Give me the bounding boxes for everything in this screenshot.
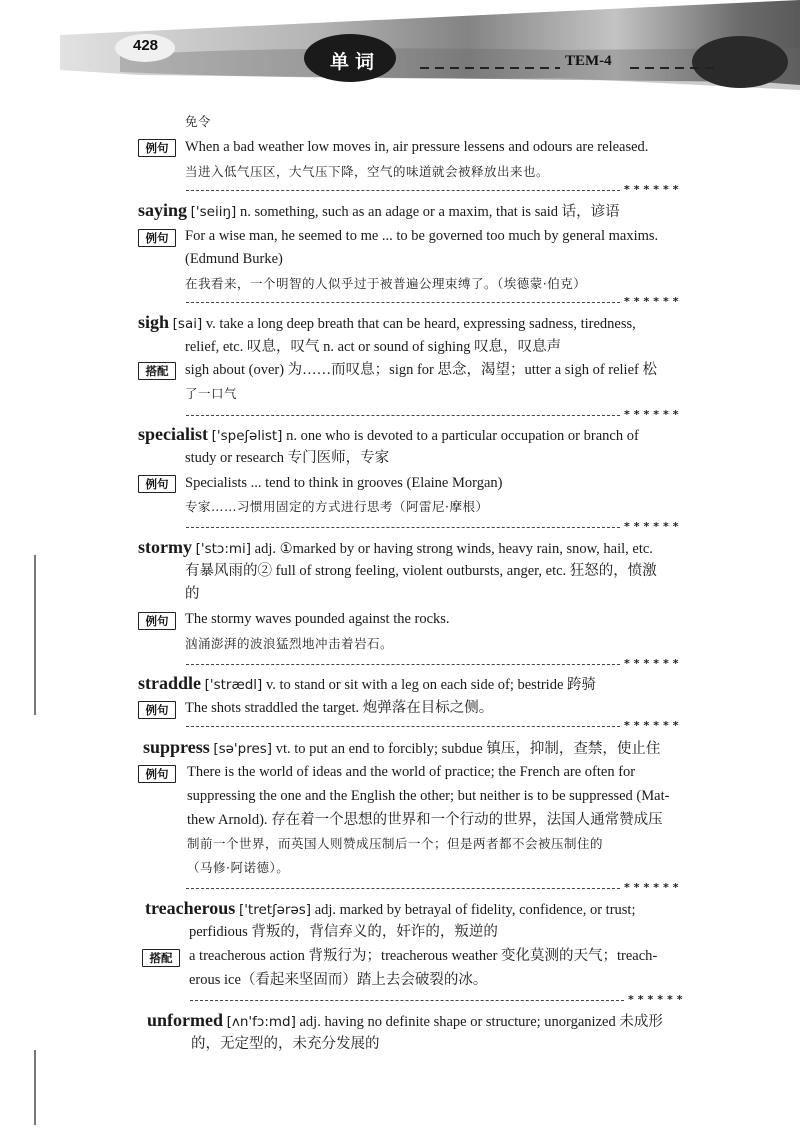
- headword: unformed: [147, 1010, 223, 1030]
- separator-stars: ******: [624, 520, 683, 533]
- entry-separator: [186, 190, 620, 191]
- collocation-text: a treacherous action 背叛行为；treacherous weather 变化莫测的天气；treach-: [189, 948, 658, 964]
- headword: stormy: [138, 537, 192, 557]
- phonetic: ['seiiŋ]: [190, 204, 237, 220]
- separator-stars: ******: [628, 993, 687, 1006]
- collocation-label: 搭配: [142, 949, 180, 967]
- exam-label: TEM-4: [565, 53, 612, 69]
- phonetic: [sai]: [172, 316, 203, 332]
- headword: straddle: [138, 673, 201, 693]
- example-label: 例句: [138, 229, 176, 247]
- headword: sigh: [138, 312, 170, 332]
- collocation-text: sigh about (over) 为……而叹息；sign for 思念，渴望；utter a sigh of relief 松: [185, 362, 657, 378]
- definition-text: v. to stand or sit with a leg on each side of; bestride 跨骑: [265, 677, 597, 693]
- example-translation: 在我看来，一个明智的人似乎过于被普遍公理束缚了。（埃德蒙·伯克）: [185, 276, 587, 291]
- separator-stars: ******: [624, 408, 683, 421]
- example-translation: 专家……习惯用固定的方式进行思考（阿雷尼·摩根）: [185, 499, 489, 514]
- definition-text: relief, etc. 叹息，叹气 n. act or sound of sighing 叹息，叹息声: [185, 339, 562, 355]
- example-translation: （马修·阿诺德）。: [187, 860, 290, 875]
- separator-stars: ******: [624, 295, 683, 308]
- definition-text: 的: [185, 586, 200, 602]
- definition-text: v. take a long deep breath that can be heard, expressing sadness, tiredness,: [205, 316, 636, 332]
- definition-text: 免令: [185, 114, 212, 129]
- entry-line: [138, 424, 639, 446]
- example-sentence: The stormy waves pounded against the rocks.: [185, 611, 450, 627]
- entry-line: [138, 537, 653, 559]
- phonetic: ['strædl]: [204, 677, 263, 693]
- phonetic: ['stɔ:mi]: [195, 541, 252, 557]
- example-label: 例句: [138, 765, 176, 783]
- headword: suppress: [143, 737, 210, 757]
- entry-line: [138, 673, 596, 695]
- definition-text: n. something, such as an adage or a maxim, that is said 话，谚语: [239, 204, 620, 220]
- example-translation: 当进入低气压区，大气压下降，空气的味道就会被释放出来也。: [185, 164, 550, 179]
- example-label: 例句: [138, 612, 176, 630]
- page-number: 428: [133, 37, 159, 54]
- definition-text: vt. to put an end to forcibly; subdue 镇压，抑制，查禁，使止住: [275, 741, 661, 757]
- example-sentence: Specialists ... tend to think in grooves (Elaine Morgan): [185, 475, 503, 491]
- example-sentence: There is the world of ideas and the world of practice; the French are often for: [187, 764, 636, 780]
- entry-line: [147, 1010, 663, 1032]
- entry-separator: [186, 302, 620, 303]
- entry-separator: [186, 527, 620, 528]
- headword: saying: [138, 200, 188, 220]
- definition-text: adj. ①marked by or having strong winds, heavy rain, snow, hail, etc.: [254, 541, 653, 557]
- entry-separator: [186, 415, 620, 416]
- definition-text: perfidious 背叛的，背信弃义的，奸诈的，叛逆的: [189, 924, 498, 940]
- phonetic: [ʌn'fɔ:md]: [226, 1014, 296, 1030]
- example-sentence: thew Arnold). 存在着一个思想的世界和一个行动的世界，法国人通常赞成压: [187, 812, 663, 828]
- definition-text: adj. having no definite shape or structure; unorganized 未成形: [299, 1014, 663, 1030]
- example-translation: 制前一个世界，而英国人则赞成压制后一个；但是两者都不会被压制住的: [187, 836, 604, 851]
- entry-separator: [190, 1000, 624, 1001]
- entry-line: [138, 312, 636, 334]
- entry-separator: [186, 726, 620, 727]
- collocation-text: 了一口气: [185, 386, 238, 401]
- headword: specialist: [138, 424, 208, 444]
- entry-separator: [186, 664, 620, 665]
- definition-text: 有暴风雨的② full of strong feeling, violent outbursts, anger, etc. 狂怒的，愤激: [185, 563, 657, 579]
- entry-line: [143, 737, 660, 759]
- example-label: 例句: [138, 139, 176, 157]
- example-sentence: The shots straddled the target. 炮弹落在目标之侧。: [185, 700, 494, 716]
- definition-text: adj. marked by betrayal of fidelity, confidence, or trust;: [314, 902, 636, 918]
- separator-stars: ******: [624, 183, 683, 196]
- headword: treacherous: [145, 898, 236, 918]
- example-sentence: When a bad weather low moves in, air pressure lessens and odours are released.: [185, 139, 649, 155]
- example-sentence: For a wise man, he seemed to me ... to be governed too much by general maxims.: [185, 228, 659, 244]
- example-sentence: suppressing the one and the English the other; but neither is to be suppressed (Mat-: [187, 788, 670, 804]
- phonetic: [sə'pres]: [213, 741, 273, 757]
- definition-text: 的，无定型的，未充分发展的: [191, 1036, 380, 1052]
- collocation-label: 搭配: [138, 362, 176, 380]
- phonetic: ['tretʃərəs]: [238, 902, 312, 918]
- separator-stars: ******: [624, 881, 683, 894]
- entry-line: [145, 898, 635, 920]
- section-title: 单词: [330, 51, 381, 73]
- separator-stars: ******: [624, 719, 683, 732]
- definition-text: study or research 专门医师，专家: [185, 450, 390, 466]
- entry-separator: [186, 888, 620, 889]
- example-translation: 汹涌澎湃的波浪猛烈地冲击着岩石。: [185, 636, 394, 651]
- example-label: 例句: [138, 475, 176, 493]
- phonetic: ['speʃəlist]: [211, 428, 283, 444]
- example-label: 例句: [138, 701, 176, 719]
- collocation-text: erous ice（看起来坚固而）踏上去会破裂的冰。: [189, 972, 488, 988]
- entry-line: [138, 200, 620, 222]
- example-sentence: (Edmund Burke): [185, 251, 283, 267]
- definition-text: n. one who is devoted to a particular occupation or branch of: [286, 428, 639, 444]
- separator-stars: ******: [624, 657, 683, 670]
